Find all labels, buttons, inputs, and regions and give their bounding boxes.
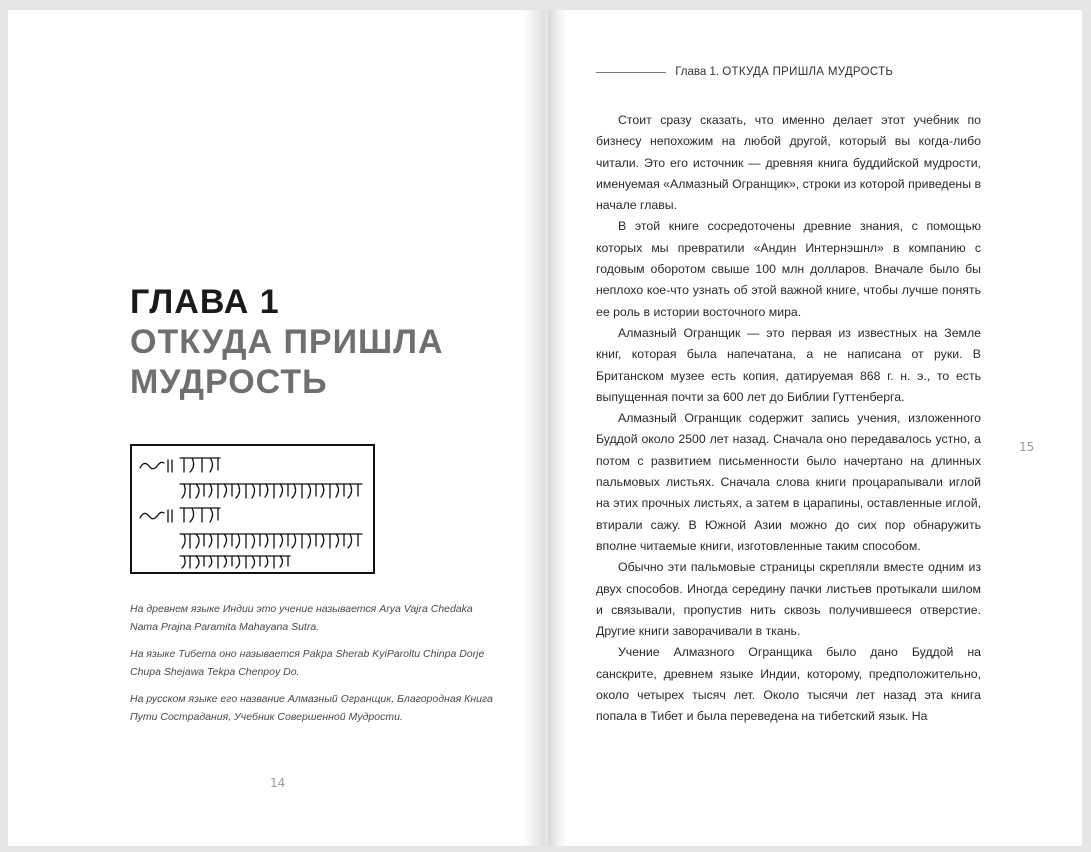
- paragraph: Алмазный Огранщик содержит запись учения, изложенного Буддой около 2500 лет назад. Сначала оно передавалось устно, а потом с развитием письменности было начертано на длинных пальмовых листьях. Сначала слова книги процарапывали иглой на этих прочных листьях, а затем в царапины, оставленные иглой, втирали сажу. В Южной Азии можно до сих пор обнаружить вполне читаемые книги, изготовленные таким способом.: [596, 411, 981, 553]
- page-number-right: 15: [1019, 440, 1035, 454]
- caption: На древнем языке Индии это учение называется Arya Vajra Chedaka Nama Prajna Paramita Mahayana Sutra.: [130, 603, 473, 633]
- right-page: [548, 10, 1082, 846]
- paragraph: Обычно эти пальмовые страницы скрепляли вместе одним из двух способов. Иногда середину пачки листьев протыкали шилом и связывали, пропустив нить сквозь получившееся отверстие. Другие книги заворачивали в ткань.: [596, 560, 981, 639]
- tibetan-script-box: [130, 444, 375, 574]
- running-header-rule: [596, 72, 666, 73]
- caption: На русском языке его название Алмазный Огранщик, Благородная Книга Пути Сострадания, Учебник Совершенной Мудрости.: [130, 693, 493, 723]
- chapter-title-line: МУДРОСТЬ: [130, 363, 328, 401]
- running-header: [596, 66, 893, 78]
- paragraph: В этой книге сосредоточены древние знания, с помощью которых мы превратили «Андин Интернэшнл» в компанию с годовым оборотом свыше 100 млн долларов. Вначале было бы неплохо кое-что узнать об этой важной книге, чтобы лучше понять ее роль в истории восточного мира.: [596, 219, 981, 319]
- tibetan-script-image: [132, 446, 373, 572]
- caption: На языке Тибета оно называется Pakpa Sherab KyiParoltu Chinpa Dorje Chupa Shejawa Tekpa Chenpoy Do.: [130, 648, 485, 678]
- captions: [130, 600, 500, 735]
- paragraph: Алмазный Огранщик — это первая из известных на Земле книг, которая была напечатана, а не написана от руки. В Британском музее есть копия, датируемая 868 г. н. э., то есть выпущенная почти за 600 лет до Библии Гуттенберга.: [596, 325, 981, 404]
- chapter-heading: [130, 282, 444, 402]
- paragraph: Учение Алмазного Огранщика было дано Буддой на санскрите, древнем языке Индии, которому, предположительно, около четырех тысяч лет. Около тысячи лет назад эта книга попала в Тибет и была переведена на тибетский язык. На: [596, 645, 981, 724]
- page-number-left: 14: [270, 776, 286, 790]
- body-text: [596, 110, 981, 728]
- gutter-shadow: [548, 10, 566, 846]
- chapter-title-line: ОТКУДА ПРИШЛА: [130, 323, 444, 361]
- gutter-shadow: [523, 10, 545, 846]
- paragraph: Стоит сразу сказать, что именно делает этот учебник по бизнесу непохожим на любой другой, который вы когда-либо читали. Это его источник — древняя книга буддийской мудрости, именуемая «Алмазный Огранщик», строки из которой приведены в начале главы.: [596, 113, 982, 213]
- left-page: [8, 10, 545, 846]
- chapter-label: ГЛАВА 1: [130, 283, 280, 321]
- running-header-prefix: Глава 1.: [675, 66, 720, 78]
- running-header-title: ОТКУДА ПРИШЛА МУДРОСТЬ: [722, 66, 894, 78]
